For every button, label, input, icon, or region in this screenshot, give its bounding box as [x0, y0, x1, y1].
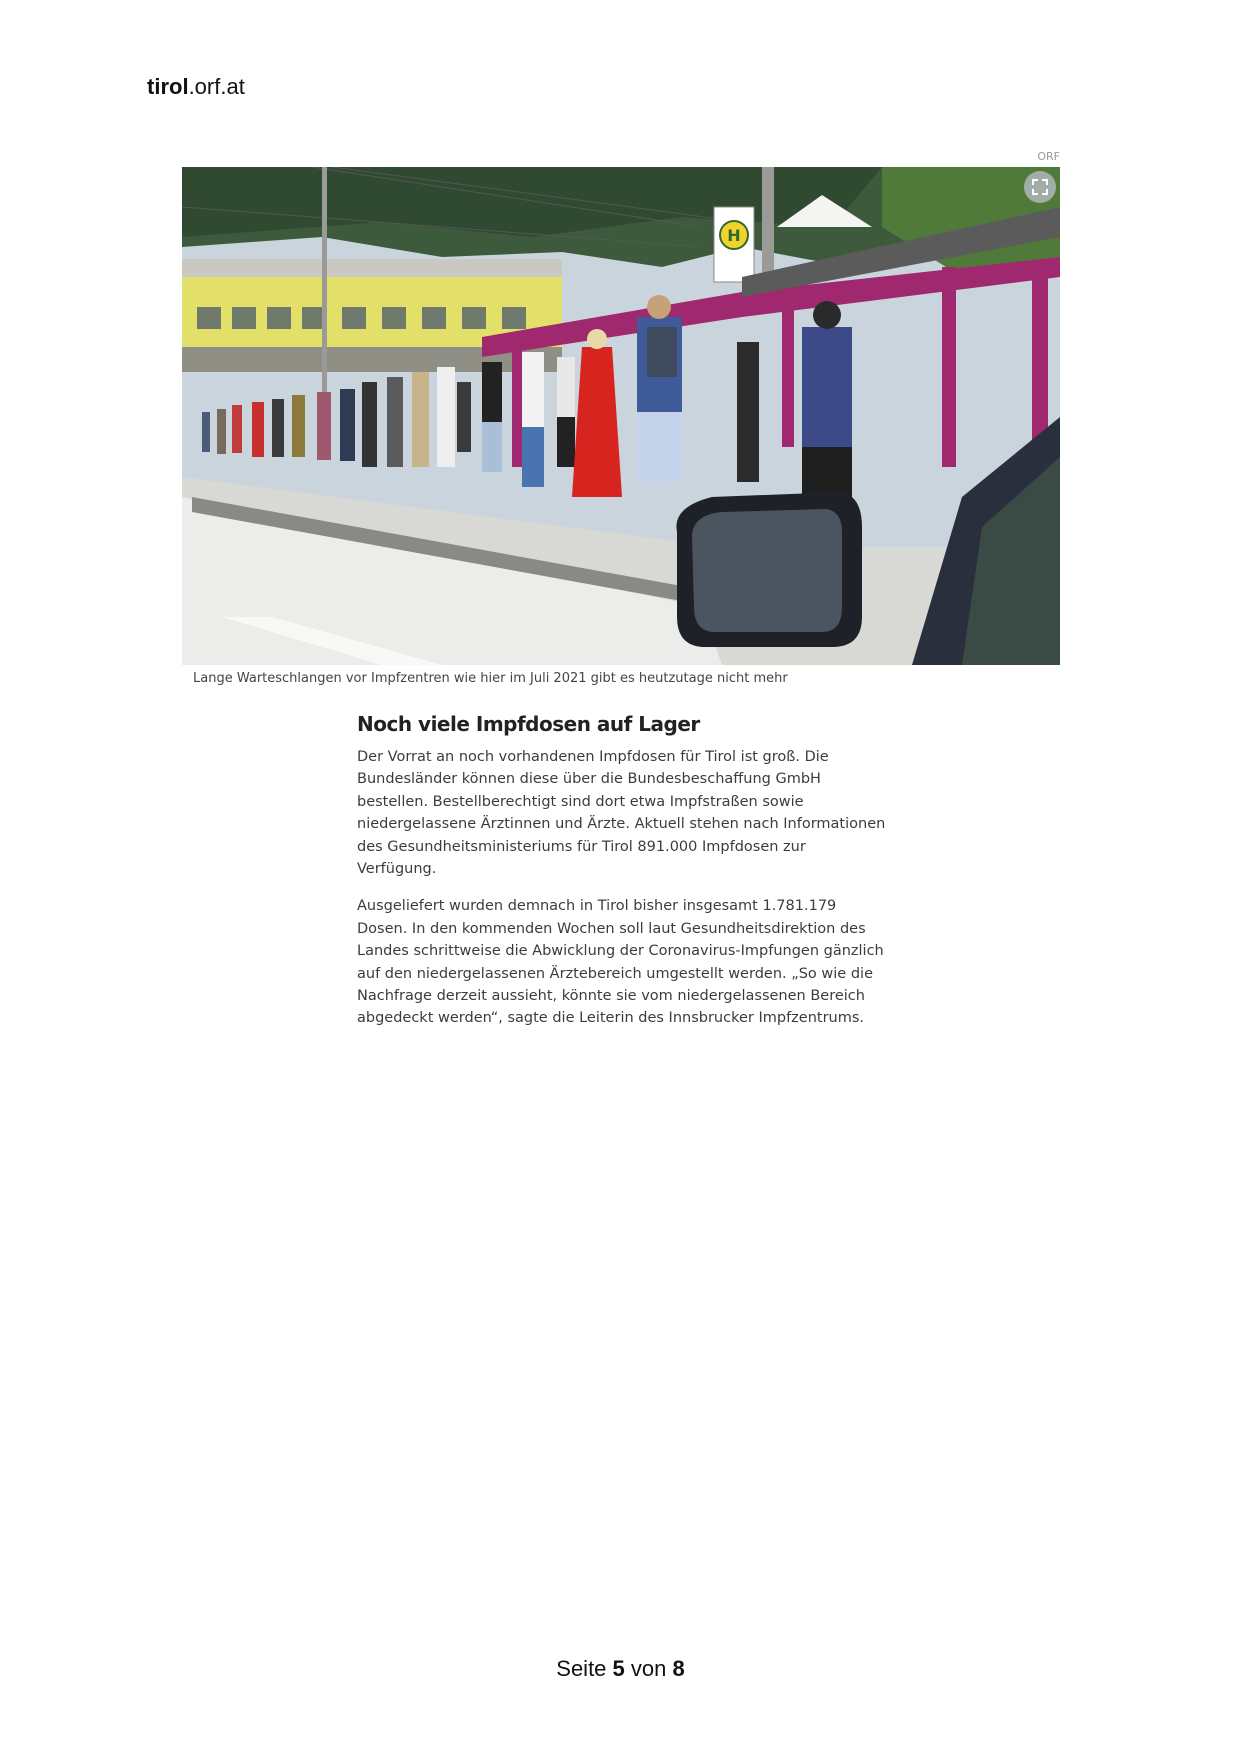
page-number-prefix: Seite: [556, 1656, 613, 1681]
page-number: [0, 1656, 1241, 1682]
site-header: [147, 74, 245, 100]
photo-caption: Lange Warteschlangen vor Impfzentren wie hier im Juli 2021 gibt es heutzutage nicht mehr: [193, 671, 788, 686]
bus-stop-sign-letter: H: [727, 226, 741, 245]
page-number-total: 8: [672, 1656, 685, 1681]
article-paragraph: Ausgeliefert wurden demnach in Tirol bisher insgesamt 1.781.179 Dosen. In den kommenden Wochen soll laut Gesundheitsdirektion des Landes schrittweise die Abwicklung der Coronavirus-Impfungen gänzlich auf den niedergelassenen Ärztebereich umgestellt werden. „So wie die Nachfrage derzeit aussieht, könnte sie vom niedergelassenen Bereich abgedeckt werden“, sagte die Leiterin des Innsbrucker Impfzentrums.: [357, 898, 884, 1027]
article-paragraph: Der Vorrat an noch vorhandenen Impfdosen für Tirol ist groß. Die Bundesländer können diese über die Bundesbeschaffung GmbH bestellen. Bestellberechtigt sind dort etwa Impfstraßen sowie niedergelassene Ärztinnen und Ärzte. Aktuell stehen nach Informationen des Gesundheitsministeriums für Tirol 891.000 Impfdosen zur Verfügung.: [357, 749, 886, 878]
article-body: [357, 712, 887, 1045]
page-number-middle: von: [624, 1656, 673, 1681]
site-name-bold: tirol: [147, 74, 189, 99]
article-heading: Noch viele Impfdosen auf Lager: [357, 712, 700, 736]
site-name-domain: .orf.at: [188, 74, 245, 99]
article-photo: [182, 167, 1060, 665]
photo-illustration: [182, 167, 1060, 665]
expand-arrows-icon: [1031, 178, 1049, 196]
photo-credit: ORF: [1037, 150, 1060, 163]
page-number-current: 5: [612, 1656, 625, 1681]
expand-icon[interactable]: [1024, 171, 1056, 203]
